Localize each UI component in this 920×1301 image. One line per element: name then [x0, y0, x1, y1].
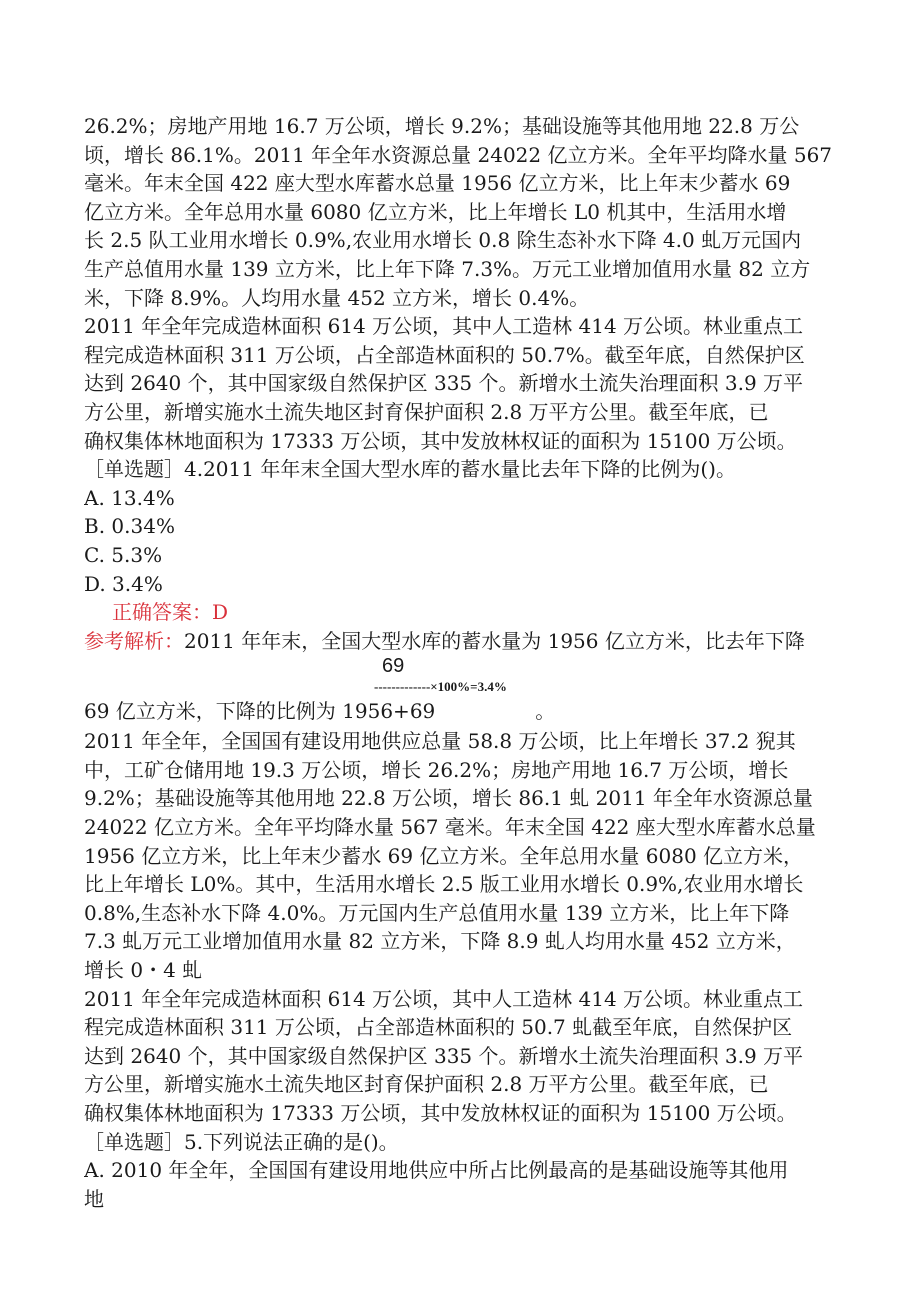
passage-line: 方公里，新增实施水土流失地区封育保护面积 2.8 万平方公里。截至年底，已 [84, 1072, 769, 1097]
passage-line: 2011 年全年完成造林面积 614 万公顷，其中人工造林 414 万公顷。林业重点工 [84, 314, 804, 339]
calc-text: 69 亿立方米，下降的比例为 1956+69 [84, 699, 436, 724]
formula-numerator: 69 [382, 655, 405, 678]
option-a: A. 13.4% [84, 485, 175, 510]
passage-line: 长 2.5 队工业用水增长 0.9%,农业用水增长 0.8 除生态补水下降 4.0 虬万元国内 [84, 228, 802, 253]
passage-line: 米，下降 8.9%。人均用水量 452 立方米，增长 0.4%。 [84, 285, 590, 310]
option-a-continued: 地 [84, 1186, 104, 1211]
analysis-line [84, 627, 840, 656]
analysis-label: 参考解析： [84, 628, 184, 653]
passage-line: 增长 0・4 虬 [84, 958, 203, 983]
passage-line: 26.2%；房地产用地 16.7 万公顷，增长 9.2%；基础设施等其他用地 22.8 万公 [84, 114, 800, 138]
option-c: C. 5.3% [84, 542, 163, 567]
passage-line: 比上年增长 L0%。其中，生活用水增长 2.5 版工业用水增长 0.9%,农业用水增长 [84, 872, 804, 897]
option-d: D. 3.4% [84, 571, 163, 596]
passage-line: 1956 亿立方米，比上年末少蓄水 69 亿立方米。全年总用水量 6080 亿立方米， [84, 843, 804, 868]
passage-line: 生产总值用水量 139 立方米，比上年下降 7.3%。万元工业增加值用水量 82 立方 [84, 256, 811, 281]
passage-line: 中，工矿仓储用地 19.3 万公顷，增长 26.2%；房地产用地 16.7 万公顷，增长 [84, 757, 789, 782]
passage-line: 24022 亿立方米。全年平均降水量 567 毫米。年末全国 422 座大型水库蓄水总量 [84, 815, 816, 840]
question-stem: ［单选题］4.2011 年年末全国大型水库的蓄水量比去年下降的比例为()。 [84, 457, 736, 482]
passage-line: 毫米。年末全国 422 座大型水库蓄水总量 1956 亿立方米，比上年末少蓄水 69 [84, 171, 791, 196]
passage-line: 2011 年全年完成造林面积 614 万公顷，其中人工造林 414 万公顷。林业重点工 [84, 986, 804, 1011]
calc-end: 。 [535, 699, 556, 724]
passage-line: 9.2%；基础设施等其他用地 22.8 万公顷，增长 86.1 虬 2011 年全年水资源总量 [84, 786, 813, 811]
analysis-text: 2011 年年末，全国大型水库的蓄水量为 1956 亿立方米，比去年下降 [184, 628, 805, 653]
correct-answer: 正确答案：D [112, 600, 229, 625]
passage-line: 程完成造林面积 311 万公顷，占全部造林面积的 50.7%。截至年底，自然保护区 [84, 342, 805, 367]
passage-line: 确权集体林地面积为 17333 万公顷，其中发放林权证的面积为 15100 万公顷。 [84, 1101, 797, 1125]
passage-line: 顷，增长 86.1%。2011 年全年水资源总量 24022 亿立方米。全年平均降水量 567 [84, 142, 833, 167]
option-a: A. 2010 年全年，全国国有建设用地供应中所占比例最高的是基础设施等其他用 [84, 1158, 789, 1183]
passage-line: 亿立方米。全年总用水量 6080 亿立方米，比上年增长 L0 机其中，生活用水增 [84, 199, 787, 224]
question-stem: ［单选题］5.下列说法正确的是()。 [84, 1129, 399, 1154]
document-page [84, 112, 840, 1213]
passage-line: 达到 2640 个，其中国家级自然保护区 335 个。新增水土流失治理面积 3.9 万平 [84, 371, 804, 396]
question-5 [84, 1128, 840, 1214]
passage-line: 程完成造林面积 311 万公顷，占全部造林面积的 50.7 虬截至年底，自然保护区 [84, 1015, 793, 1040]
option-b: B. 0.34% [84, 514, 175, 539]
calc-line [84, 697, 840, 727]
passage-line: 确权集体林地面积为 17333 万公顷，其中发放林权证的面积为 15100 万公顷。 [84, 428, 797, 453]
passage-line: 2011 年全年，全国国有建设用地供应总量 58.8 万公顷，比上年增长 37.2 猊其 [84, 729, 796, 754]
passage-line: 达到 2640 个，其中国家级自然保护区 335 个。新增水土流失治理面积 3.9 万平 [84, 1043, 804, 1068]
passage-line: 方公里，新增实施水土流失地区封育保护面积 2.8 万平方公里。截至年底，已 [84, 399, 769, 424]
passage-a [84, 112, 840, 455]
passage-b [84, 727, 840, 1127]
formula-fraction-line: -------------×100%=3.4% [374, 679, 507, 695]
passage-line: 0.8%,生态补水下降 4.0%。万元国内生产总值用水量 139 立方米，比上年下降 [84, 900, 790, 925]
question-4 [84, 455, 840, 727]
passage-line: 7.3 虬万元工业增加值用水量 82 立方米，下降 8.9 虬人均用水量 452 立方米， [84, 929, 796, 954]
